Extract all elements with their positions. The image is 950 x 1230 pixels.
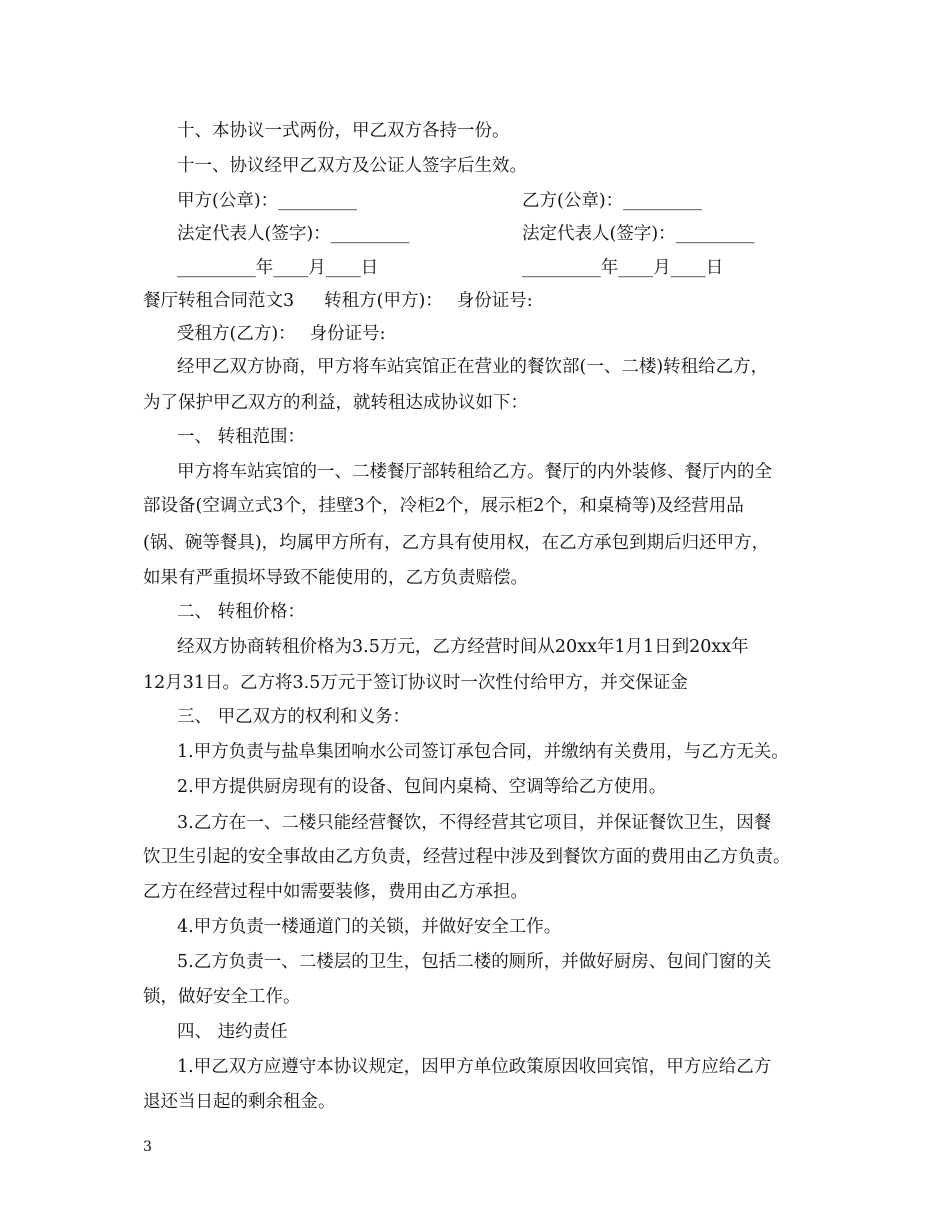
contract-heading-line xyxy=(143,289,823,313)
paragraph: 经甲乙双方协商，甲方将车站宾馆正在营业的餐饮部(一、二楼)转租给乙方， xyxy=(177,357,769,377)
paragraph: 4.甲方负责一楼通道门的关锁，并做好安全工作。 xyxy=(177,917,562,937)
paragraph: 饮卫生引起的安全事故由乙方负责，经营过程中涉及到餐饮方面的费用由乙方负责。 xyxy=(143,847,791,867)
paragraph: 十、本协议一式两份，甲乙双方各持一份。 xyxy=(177,121,510,141)
paragraph: 如果有严重损坏导致不能使用的，乙方负责赔偿。 xyxy=(143,568,528,588)
paragraph: 12月31日。乙方将3.5万元于签订协议时一次性付给甲方，并交保证金 xyxy=(143,673,688,693)
paragraph: 为了保护甲乙双方的利益，就转租达成协议如下： xyxy=(143,393,528,413)
paragraph: 十一、协议经甲乙双方及公证人签字后生效。 xyxy=(177,156,527,176)
paragraph: 1.甲乙双方应遵守本协议规定，因甲方单位政策原因收回宾馆，甲方应给乙方 xyxy=(177,1057,772,1077)
paragraph: 经双方协商转租价格为3.5万元，乙方经营时间从20xx年1月1日到20xx年 xyxy=(177,637,749,657)
signature-party-b-representative: 法定代表人(签字)：_________ xyxy=(522,224,755,244)
signature-party-a-seal: 甲方(公章)：_________ xyxy=(177,191,357,211)
lessor-label: 转租方(甲方)： xyxy=(324,291,443,311)
paragraph: 部设备(空调立式3个，挂壁3个，冷柜2个，展示柜2个，和桌椅等)及经营用品 xyxy=(143,496,744,516)
paragraph: 2.甲方提供厨房现有的设备、包间内桌椅、空调等给乙方使用。 xyxy=(177,777,667,797)
id-number-label: 身份证号: xyxy=(309,324,386,344)
section-heading: 三、 甲乙双方的权利和义务： xyxy=(177,707,411,727)
lessee-line xyxy=(177,322,823,346)
paragraph: 5.乙方负责一、二楼层的卫生，包括二楼的厕所，并做好厨房、包间门窗的关 xyxy=(177,952,772,972)
paragraph: 1.甲方负责与盐阜集团响水公司签订承包合同，并缴纳有关费用，与乙方无关。 xyxy=(177,742,789,762)
section-heading: 二、 转租价格： xyxy=(177,602,306,622)
paragraph: 锁，做好安全工作。 xyxy=(143,987,301,1007)
signature-party-b-seal: 乙方(公章)：_________ xyxy=(522,191,702,211)
page-number: 3 xyxy=(143,1139,152,1155)
paragraph: 甲方将车站宾馆的一、二楼餐厅部转租给乙方。餐厅的内外装修、餐厅内的全 xyxy=(177,462,772,482)
id-number-label: 身份证号: xyxy=(456,291,533,311)
section-heading: 一、 转租范围： xyxy=(177,427,306,447)
paragraph: 3.乙方在一、二楼只能经营餐饮，不得经营其它项目，并保证餐饮卫生，因餐 xyxy=(177,813,772,833)
signature-party-a-representative: 法定代表人(签字)：_________ xyxy=(177,224,410,244)
lessee-label: 受租方(乙方)： xyxy=(177,324,296,344)
paragraph: 乙方在经营过程中如需要装修，费用由乙方承担。 xyxy=(143,882,528,902)
contract-title: 餐厅转租合同范文3 xyxy=(143,291,295,311)
paragraph: (锅、碗等餐具)，均属甲方所有，乙方具有使用权，在乙方承包到期后归还甲方， xyxy=(143,533,770,553)
paragraph: 退还当日起的剩余租金。 xyxy=(143,1092,336,1112)
section-heading: 四、 违约责任 xyxy=(177,1022,288,1042)
date-party-a: _________年____月____日 xyxy=(177,258,379,278)
date-party-b: _________年____月____日 xyxy=(522,258,724,278)
